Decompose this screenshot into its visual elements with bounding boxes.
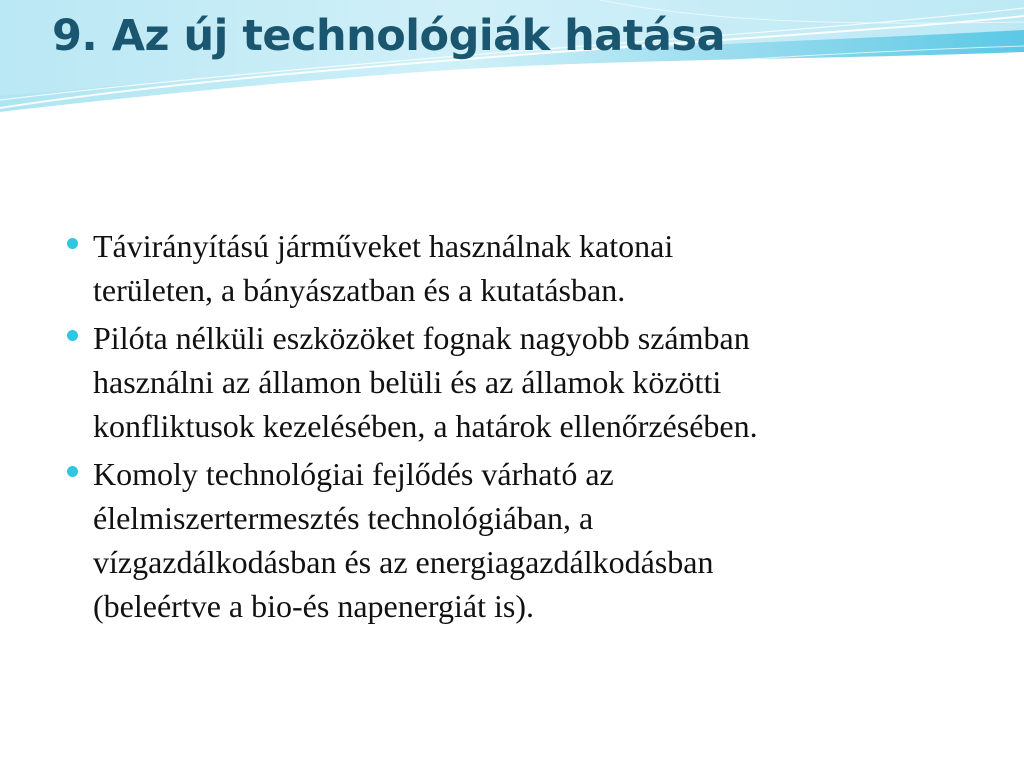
bullet-item	[62, 316, 962, 448]
bullet-line: élelmiszertermesztés technológiában, a	[93, 500, 594, 536]
bullet-line: területen, a bányászatban és a kutatásban.	[93, 272, 626, 308]
bullet-list	[62, 224, 962, 632]
bullet-line: Pilóta nélküli eszközöket fognak nagyobb számban	[93, 320, 750, 356]
bullet-dot-icon	[67, 238, 78, 249]
bullet-line: vízgazdálkodásban és az energiagazdálkodásban	[93, 544, 714, 580]
bullet-dot-icon	[67, 466, 78, 477]
bullet-dot-icon	[67, 330, 78, 341]
bullet-line: konfliktusok kezelésében, a határok ellenőrzésében.	[93, 408, 758, 444]
bullet-line: Komoly technológiai fejlődés várható az	[93, 456, 614, 492]
bullet-item	[62, 224, 962, 312]
slide-title: 9. Az új technológiák hatása	[52, 11, 725, 61]
bullet-item	[62, 452, 962, 628]
bullet-line: Távirányítású járműveket használnak katonai	[93, 228, 674, 264]
bullet-line: (beleértve a bio-és napenergiát is).	[93, 588, 534, 624]
bullet-line: használni az államon belüli és az államok közötti	[93, 364, 722, 400]
